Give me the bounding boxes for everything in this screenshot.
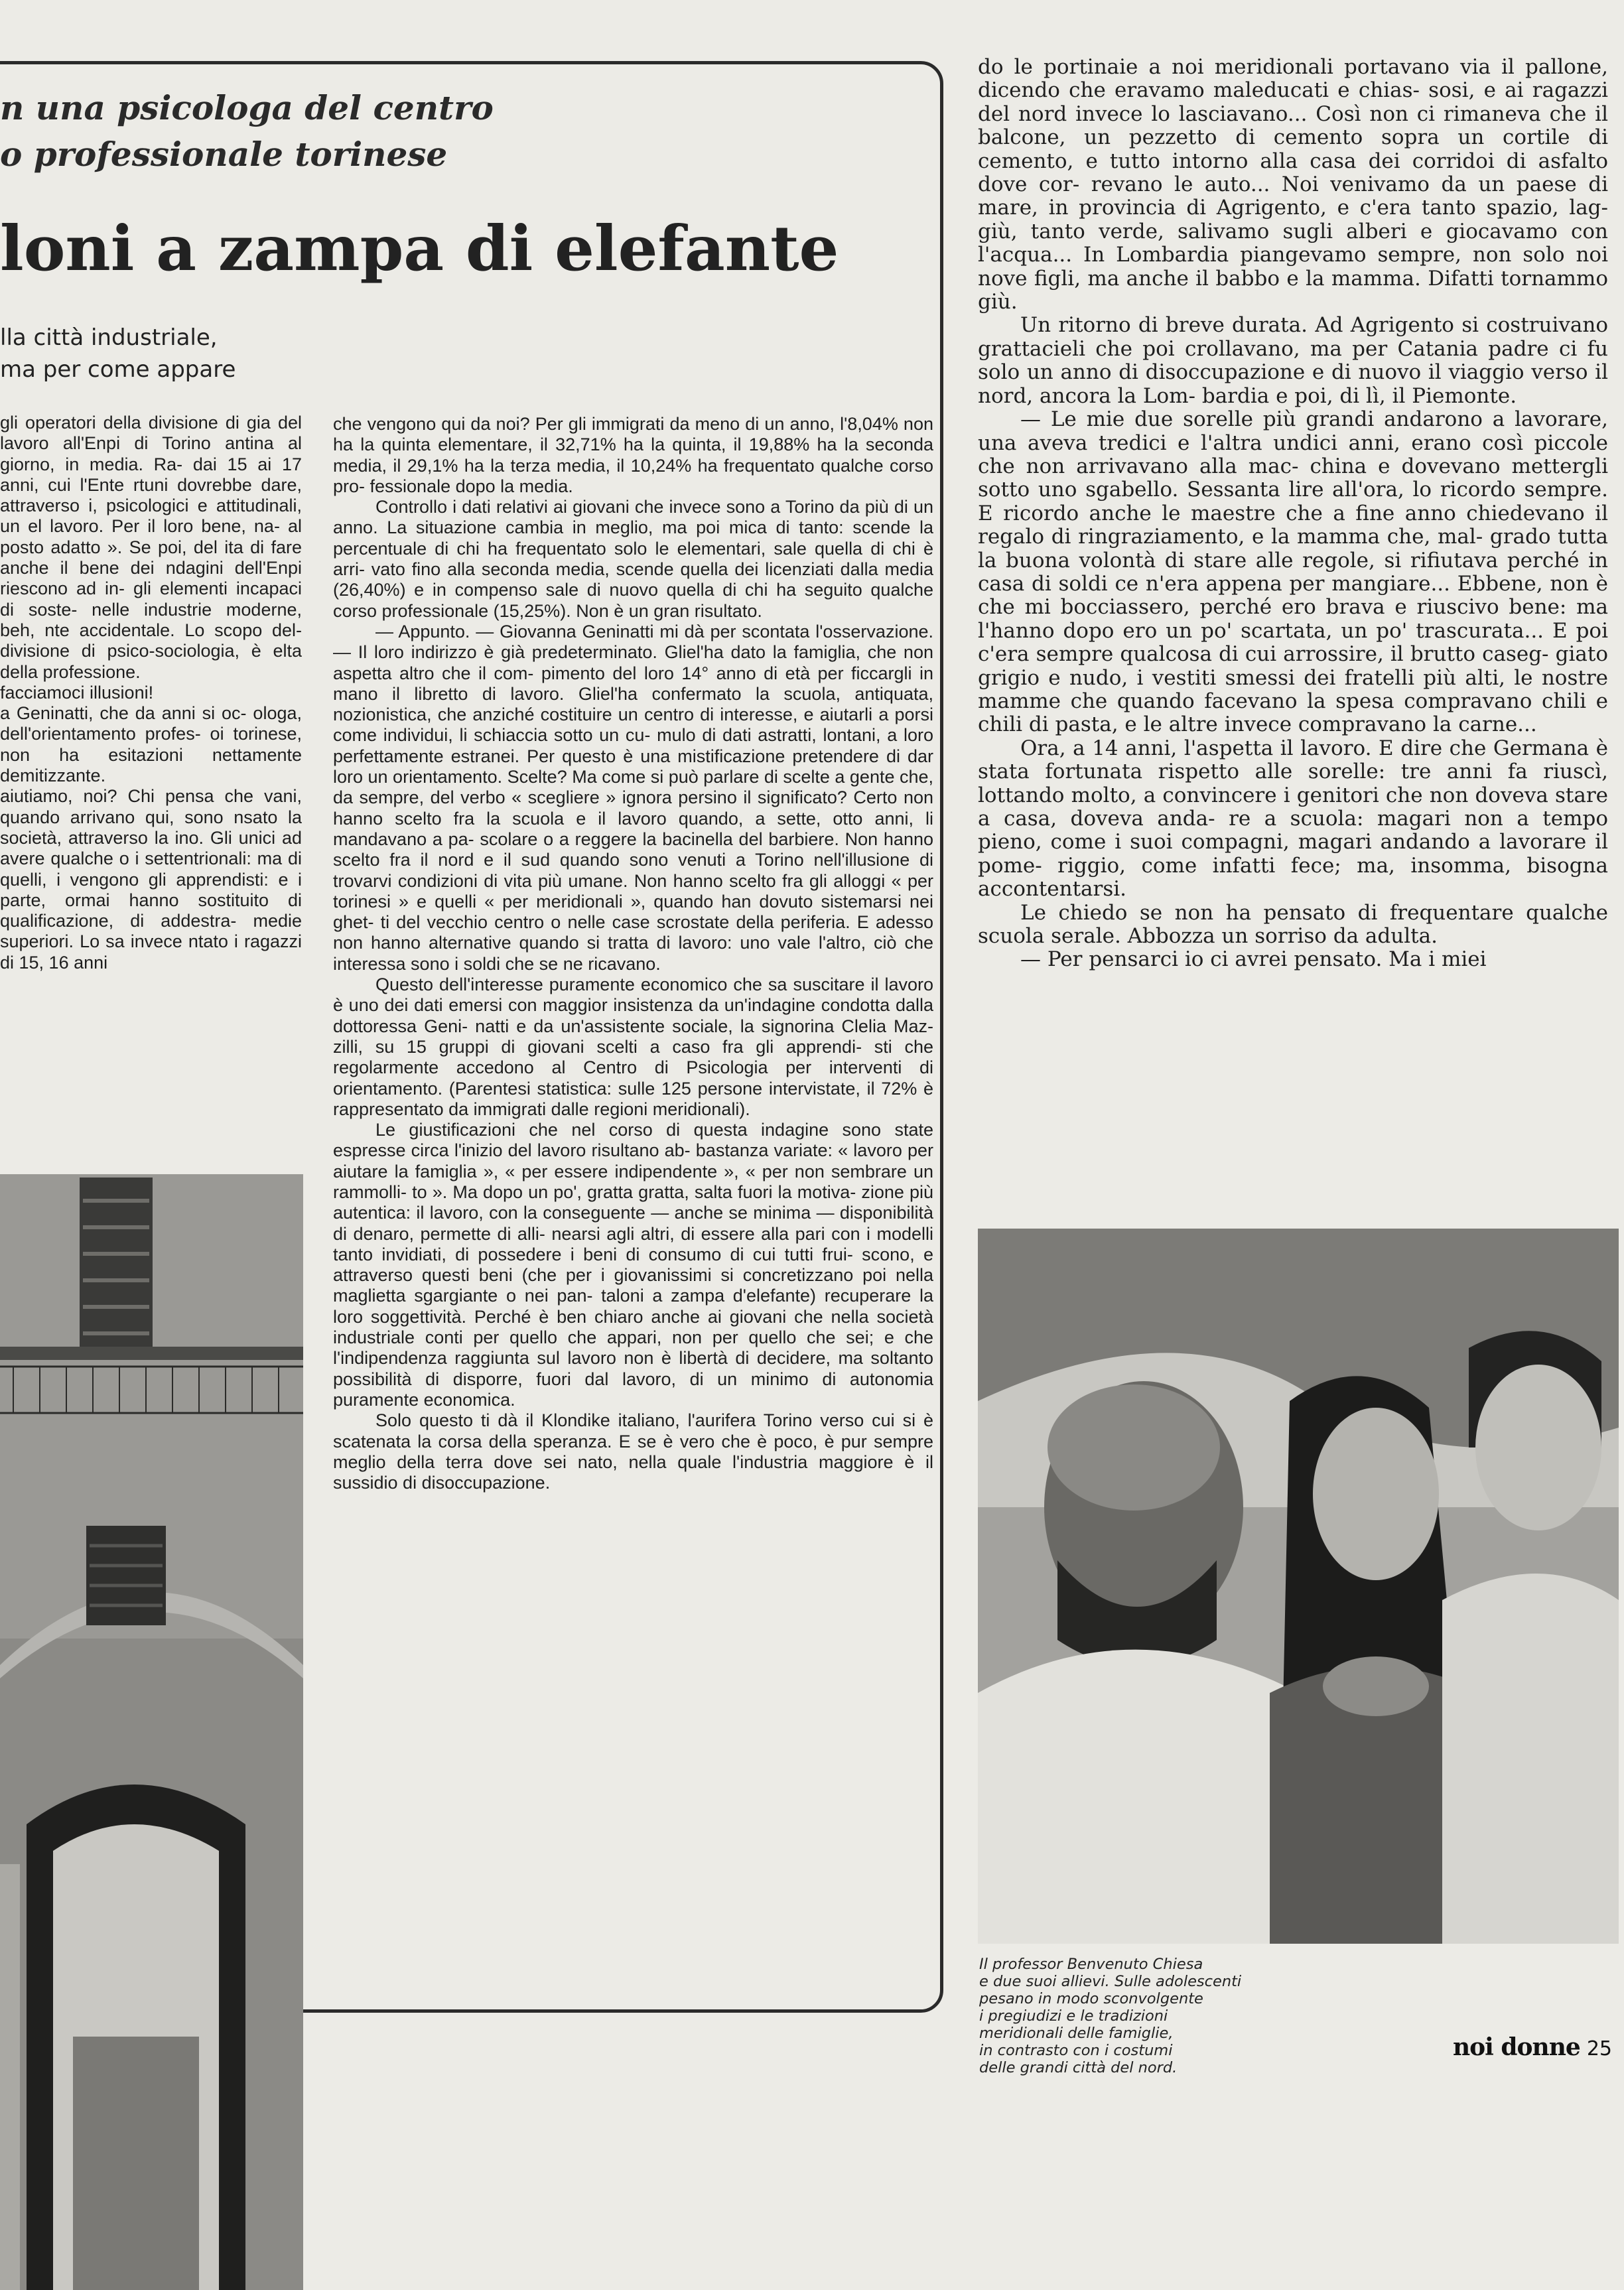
paragraph: — Le mie due sorelle più grandi andarono a lavorare, una aveva tredici e l'altra undici anni, erano così piccole che non arrivavano alla mac- china e dovevano mettergli sotto uno sgabello. Sessanta lire all'ora, lo ricordo sempre. E ricordo anche le maestre che a fine anno chiedevano il regalo di ringraziamento, e la mamma che, mal- grado tutta la buona volontà di stare alle regole, si rifiutava perché in casa di soldi ce n'era appena per mangiare... Ebbene, non è che mi bocciassero, perché ero brava e riuscivo bene: ma l'hanno dopo ero un po' scartata, un po' trascurata... E poi c'era sempre qualcosa di cui arrossire, il brutto caseg- giato grigio e nudo, i vestiti smessi dei fratelli più alti, le nostre mamme che quando facevano la spesa compravano chili e chili di pasta, e le altre invece compravano la carne...	[978, 407, 1608, 737]
kicker	[0, 85, 929, 178]
kicker-line-2: o professionale torinese	[0, 135, 448, 174]
article-column-right	[978, 56, 1608, 972]
paragraph: do le portinaie a noi meridionali portavano via il pallone, dicendo che eravamo maleducati e chias- sosi, e ai ragazzi del nord invece lo lasciavano... Così non ci rimaneva che il balcone, un pezzetto di cemento sopra un cortile di cemento, e tutto intorno alla casa dei corridoi di asfalto dove cor- revano le auto... Noi venivamo da un paese di mare, in provincia di Agrigento, e c'era tanto spazio, lag- giù, tanto verde, salivamo sugli alberi e giocavamo con l'acqua... In Lombardia piangevamo sempre, non solo noi nove figli, ma anche il babbo e la mamma. Difatti tornammo giù.	[978, 55, 1608, 314]
article-column-middle	[333, 414, 933, 1493]
paragraph: Le giustificazioni che nel corso di questa indagine sono state espresse circa l'inizio del lavoro risultano ab- bastanza variate: « lavoro per aiutare la famiglia », « per essere indipendente », « per non sembrare un rammolli- to ». Ma dopo un po', gratta gratta, salta fuori la motiva- zione più autentica: il lavoro, con la conseguente — anche se minima — disponibilità di denaro, permette di alli- nearsi agli altri, di essere alla pari con i modelli tanto invidiati, di possedere i beni di consumo di cui tutti frui- scono, e attraverso questi beni (che per i giovanissimi si concretizzano poi nella maglietta sgargiante o nei pan- taloni a zampa d'elefante) recuperare la loro soggettività. Perché è ben chiaro anche ai giovani che nella società industriale conti per quello che appari, non per quello che sei; e che l'indipendenza raggiunta sul lavoro non è libertà di decidere, ma soltanto possibilità di disporre, fuori dal lavoro, di un minimo di autonomia puramente economica.	[333, 1120, 933, 1410]
subhead-line-1: lla città industriale,	[0, 324, 218, 351]
building-photo-illustration	[0, 1174, 303, 2290]
caption-line: e due suoi allievi. Sulle adolescenti	[979, 1973, 1242, 1990]
paragraph: gli operatori della divisione di gia del lavoro all'Enpi di Torino antina al giorno, in media. Ra- dai 15 ai 17 anni, cui l'Ente rtuni dovrebbe dare, attraverso i, psicologici e attitudinali, un el lavoro. Per il loro bene, na- al posto adatto ». Se poi, del ita di fare anche il bene dei ndagini dell'Enpi riescono ad in- gli elementi incapaci di soste- nelle industrie moderne, beh, nte accidentale. Lo scopo del- divisione di psico-sociologia, è elta della professione.	[0, 413, 302, 682]
headline: loni a zampa di elefante	[0, 212, 839, 285]
paragraph: a Geninatti, che da anni si oc- ologa, dell'orientamento profes- oi torinese, non ha esitazioni nettamente demitizzante.	[0, 703, 302, 786]
photo-building-courtyard	[0, 1174, 303, 2290]
paragraph: — Appunto. — Giovanna Geninatti mi dà per scontata l'osservazione. — Il loro indirizzo è già predeterminato. Gliel'ha dato la famiglia, che non aspetta altro che il com- pimento del loro 14° anno di età per ficcargli in mano il libretto di lavoro. Gliel'ha confermato la scuola, antiquata, nozionistica, che anziché costituire un centro di interesse, e aiutarli a porsi come individui, li schiaccia sotto un cu- mulo di dati astratti, lontani, a loro perfettamente estranei. Per questo è una mistificazione pretendere di dar loro un orientamento. Scelte? Ma come si può parlare di scelte a gente che, da sempre, del verbo « scegliere » ignora persino il significato? Certo non hanno scelto fra la scuola e il lavoro quando, a sette, otto anni, li mandavano a pa- scolare o a reggere la bacinella del barbiere. Non hanno scelto fra il nord e il sud quando sono venuti a Torino nell'illusione di trovarvi condizioni di vita più umane. Non hanno scelto fra gli alloggi « per torinesi » e quelli « per meridionali », quando han dovuto sistemarsi nei ghet- ti del vecchio centro o nelle case scrostate della periferia. E adesso non hanno alternative quando si tratta di lavoro: uno vale l'altro, ciò che interessa sono i soldi che se ne ricavano.	[333, 621, 934, 974]
paragraph: aiutiamo, noi? Chi pensa che vani, quando arrivano qui, sono nsato la società, attraverso la ino. Gli unici ad avere qualche o i settentrionali: ma di quelli, i vengono gli apprendisti: e i parte, ormai hanno sostituito di qualificazione, di addestra- medie superiori. Lo sa invece ntato i ragazzi di 15, 16 anni	[0, 786, 302, 973]
paragraph: Un ritorno di breve durata. Ad Agrigento si costruivano grattacieli che poi crollavano, ma per Catania padre ci fu solo un anno di disoccupazione e di nuovo il viaggio verso il nord, ancora la Lom- bardia e poi, di lì, il Piemonte.	[978, 313, 1608, 408]
page-number: 25	[1586, 2037, 1612, 2060]
kicker-line-1: n una psicologa del centro	[0, 88, 494, 127]
subhead	[0, 322, 464, 385]
photo-caption	[979, 1956, 1324, 2076]
caption-line: in contrasto con i costumi	[979, 2042, 1173, 2059]
group-photo-illustration	[978, 1229, 1619, 1944]
caption-line: i pregiudizi e le tradizioni	[979, 2007, 1168, 2025]
photo-professor-and-students	[978, 1229, 1619, 1944]
caption-line: meridionali delle famiglie,	[979, 2025, 1174, 2042]
paragraph: che vengono qui da noi? Per gli immigrati da meno di un anno, l'8,04% non ha la quinta elementare, il 32,71% ha la quinta, il 19,88% ha la seconda media, il 29,1% ha la terza media, il 10,24% ha frequentato qualche corso pro- fessionale dopo la media.	[333, 414, 933, 496]
article-column-left	[0, 413, 302, 973]
caption-line: pesano in modo sconvolgente	[979, 1990, 1203, 2007]
paragraph: Solo questo ti dà il Klondike italiano, l'aurifera Torino verso cui si è scatenata la corsa della speranza. E se è vero che è poco, è pur sempre meglio della terra dove sei nato, nella quale l'industria maggiore è il sussidio di disoccupazione.	[333, 1410, 933, 1493]
caption-line: delle grandi città del nord.	[979, 2059, 1178, 2076]
paragraph: Controllo i dati relativi ai giovani che invece sono a Torino da più di un anno. La situazione cambia in meglio, ma poi mica di tanto: scende la percentuale di chi ha frequentato solo le elementari, sale quella di chi è arri- vato fino alla seconda media, scende quella dei licenziati dalla media (26,40%) e in compenso sale di nuovo quella di chi ha seguito qualche corso professionale (15,25%). Non è un gran risultato.	[333, 497, 933, 621]
caption-line: Il professor Benvenuto Chiesa	[979, 1956, 1203, 1973]
paragraph: Ora, a 14 anni, l'aspetta il lavoro. E dire che Germana è stata fortunata rispetto alle sorelle: tre anni fa riuscì, lottando molto, a convincere i genitori che non doveva stare a casa, doveva anda- re a scuola: magari non a tempo pieno, come i suoi compagni, magari andando a lavorare il pome- riggio, come infatti fece; ma, insomma, bisogna accontentarsi.	[978, 736, 1608, 902]
magazine-brand: noi donne	[1452, 2033, 1580, 2061]
paragraph: Le chiedo se non ha pensato di frequentare qualche scuola serale. Abbozza un sorriso da adulta.	[978, 900, 1608, 949]
paragraph: Questo dell'interesse puramente economico che sa suscitare il lavoro è uno dei dati emersi con maggior insistenza da un'indagine condotta dalla dottoressa Geni- natti e da un'assistente sociale, la signorina Clelia Maz- zilli, su 15 gruppi di giovani scelti a caso fra gli apprendi- sti che regolarmente accedono al Centro di Psicologia per interventi di orientamento. (Parentesi statistica: sulle 125 persone intervistate, il 72% è rappresentato da immigrati dalle regioni meridionali).	[333, 975, 933, 1119]
paragraph: facciamoci illusioni!	[0, 682, 154, 703]
subhead-line-2: ma per come appare	[0, 356, 236, 383]
paragraph: — Per pensarci io ci avrei pensato. Ma i miei	[1020, 947, 1487, 972]
page-footer	[1453, 2033, 1612, 2061]
